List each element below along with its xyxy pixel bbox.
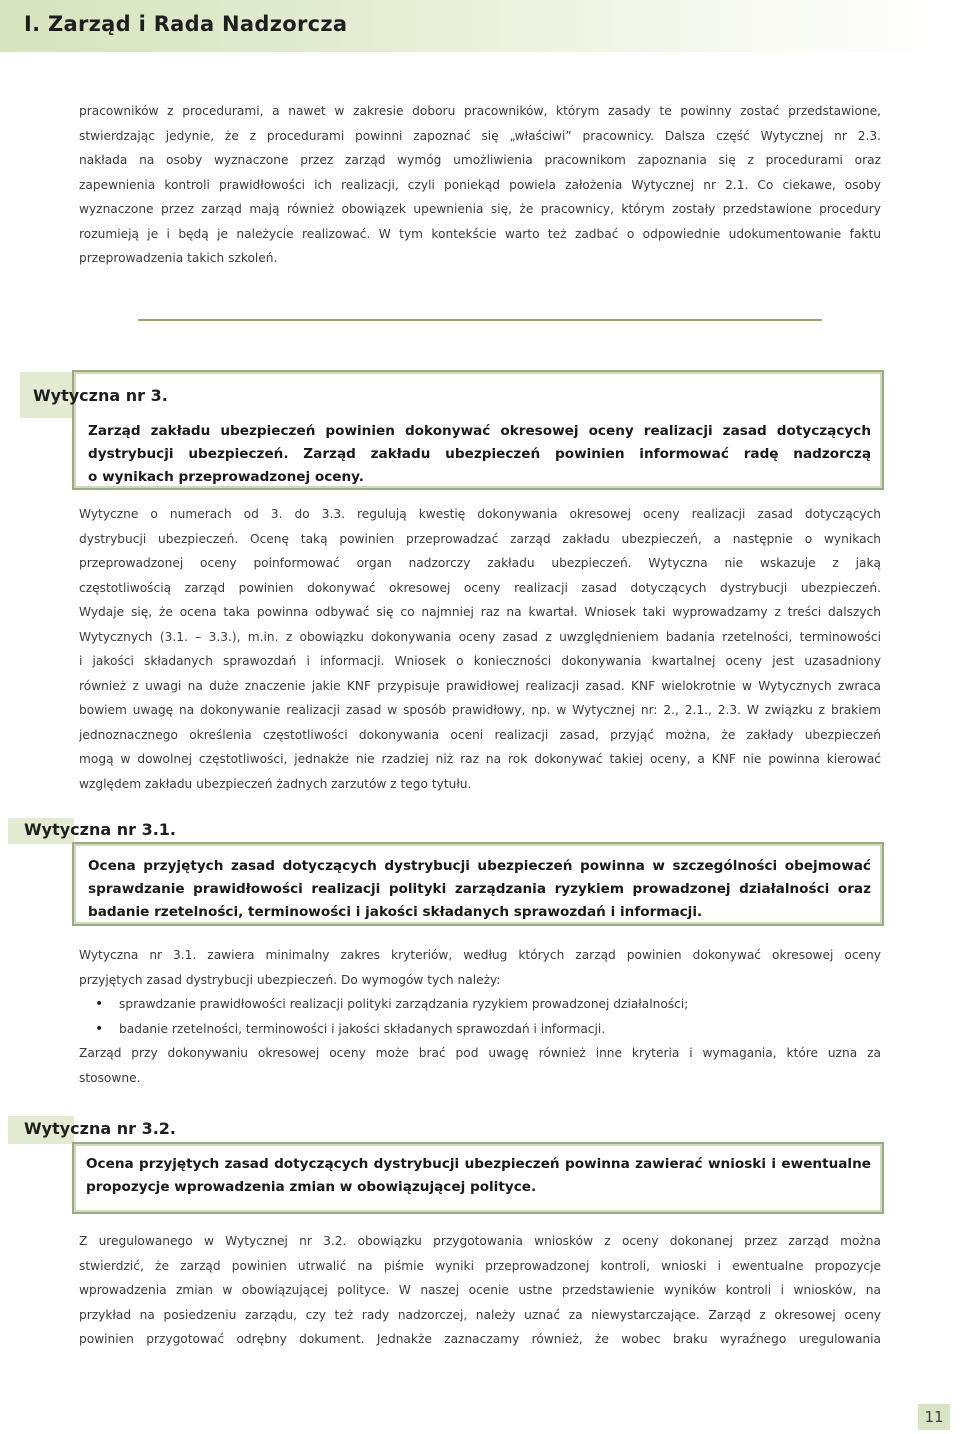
w32-body-paragraph [79,1229,881,1352]
text-line: dystrybucji ubezpieczeń. Zarząd zakładu ubezpieczeń powinien informować radę nadzorczą [88,446,871,462]
text-line: stwierdzając jedynie, że z procedurami powinni zapoznać się „właściwi” pracownicy. Dalsza część Wytycznej nr 2.3. [79,128,881,143]
guideline-text [88,420,871,489]
text-line: stosowne. [79,1070,141,1085]
text-line: przeprowadzonej oceny poinformować organ nadzorczy zakładu ubezpieczeń. Wytyczna nie wskazuje z jaką [79,556,881,570]
text-line: wprowadzenia zmian w obowiązującej polityce. W naszej ocenie ustne przedstawienie wyników kontroli i wniosków, na [79,1283,881,1297]
text-line: pracowników z procedurami, a nawet w zakresie doboru pracowników, którym zasady te powinny zostać przedstawione, [79,104,881,118]
text-line: o wynikach przeprowadzonej oceny. [88,469,364,485]
text-line: Wytycznych (3.1. – 3.3.), m.in. z obowiązku dokonywania oceny zasad z uwzględnieniem badania rzetelności, terminowości [79,629,881,644]
intro-paragraph [79,99,881,271]
text-line: częstotliwością zarząd powinien dokonywać okresowej oceny realizacji zasad dotyczących dystrybucji ubezpieczeń. [79,580,881,595]
page-title: I. Zarząd i Rada Nadzorcza [24,12,348,36]
text-line: Ocena przyjętych zasad dotyczących dystrybucji ubezpieczeń powinna zawierać wnioski i ewentualne [86,1156,871,1172]
text-line: Zarząd przy dokonywaniu okresowej oceny może brać pod uwagę również inne kryteria i wymagania, które uzna za [79,1046,881,1060]
text-line: rozumieją je i będą je należycie realizować. W tym kontekście warto też zadbać o odpowiednie udokumentowanie faktu [79,226,881,241]
text-line: mogą w dowolnej częstotliwości, jednakże nie rzadziej niż raz na rok dokonywać takiej oceny, a KNF nie powinna kierować [79,752,881,766]
list-item: • badanie rzetelności, terminowości i jakości składanych sprawozdań i informacji. [79,1017,881,1042]
text-line: przyjętych zasad dystrybucji ubezpieczeń. Do wymogów tych należy: [79,972,501,987]
text-line: propozycje wprowadzenia zmian w obowiązującej polityce. [86,1179,537,1195]
text-line: Wytyczne o numerach od 3. do 3.3. regulują kwestię dokonywania okresowej oceny realizacji zasad dotyczących [79,507,881,521]
guideline-heading: Wytyczna nr 3. [33,386,168,405]
text-line: powinien przygotować odrębny dokument. Jednakże zaznaczamy również, że wobec braku wyraźnego uregulowania [79,1332,881,1346]
list-item: • sprawdzanie prawidłowości realizacji polityki zarządzania ryzykiem prowadzonej działalności; [79,992,881,1017]
separator-line [138,319,822,321]
text-line: dystrybucji ubezpieczeń. Ocenę taką powinien przeprowadzać zarząd zakładu ubezpieczeń, a następnie o wynikach [79,531,881,546]
text-line: jednoznacznego określenia częstotliwości dokonywania oceni realizacji zasad, przyjąć można, że zakłady ubezpieczeń [79,727,881,742]
text-line: i jakości składanych sprawozdań i informacji. Wniosek o konieczności dokonywania kwartalnej oceny jest uzasadniony [79,654,881,668]
w3-body-paragraph [79,502,881,796]
text-line: bowiem uwagę na dokonywanie realizacji zasad w sposób prawidłowy, np. w Wytycznej nr: 2., 2.1., 2.3. W związku z brakiem [79,703,881,717]
text-line: sprawdzanie prawidłowości realizacji polityki zarządzania ryzykiem prowadzonej działalności oraz [88,881,871,897]
page-number: 11 [918,1404,950,1430]
w31-body-paragraph [79,943,881,992]
text-line: Zarząd zakładu ubezpieczeń powinien dokonywać okresowej oceny realizacji zasad dotyczących [88,423,871,439]
guideline-text [86,1153,871,1199]
text-line: Wytyczna nr 3.1. zawiera minimalny zakres kryteriów, według których zarząd powinien dokonywać okresowej oceny [79,948,881,962]
text-line: badanie rzetelności, terminowości i jakości składanych sprawozdań i informacji. [88,904,703,920]
guideline-heading: Wytyczna nr 3.1. [24,820,176,839]
criteria-list [79,992,881,1041]
text-line: Ocena przyjętych zasad dotyczących dystrybucji ubezpieczeń powinna w szczególności obejmować [88,858,871,874]
guideline-heading: Wytyczna nr 3.2. [24,1119,176,1138]
text-line: przykład na posiedzeniu zarządu, czy też rady nadzorczej, należy uznać za niewystarczające. Zarząd z okresowej oceny [79,1307,881,1322]
text-line: stwierdzić, że zarząd powinien utrwalić na piśmie wyniki przeprowadzonej kontroli, wnioski i ewentualne propozycje [79,1258,881,1273]
guideline-text [88,855,871,924]
text-line: przeprowadzenia takich szkoleń. [79,251,278,265]
text-line: zapewnienia kontroli prawidłowości ich realizacji, czyli poniekąd powiela założenia Wytycznej nr 2.1. Co ciekawe, osoby [79,177,881,192]
text-line: również z uwagi na duże znaczenie jakie KNF przypisuje prawidłowej realizacji zasad. KNF wielokrotnie w Wytycznych zwraca [79,678,881,693]
text-line: Z uregulowanego w Wytycznej nr 3.2. obowiązku przygotowania wniosków z oceny dokonanej przez zarząd można [79,1234,881,1248]
text-line: nakłada na osoby wyznaczone przez zarząd wymóg umożliwienia pracownikom zapoznania się z procedurami oraz [79,153,881,167]
w31-after-paragraph [79,1041,881,1090]
text-line: wyznaczone przez zarząd mają również obowiązek upewnienia się, że pracownicy, którym zostały przedstawione procedury [79,202,881,216]
text-line: Wydaje się, że ocena taka powinna odbywać się co najmniej raz na kwartał. Wniosek taki wyprowadzamy z treści dalszych [79,605,881,619]
text-line: względem zakładu ubezpieczeń żadnych zarzutów z tego tytułu. [79,776,472,791]
